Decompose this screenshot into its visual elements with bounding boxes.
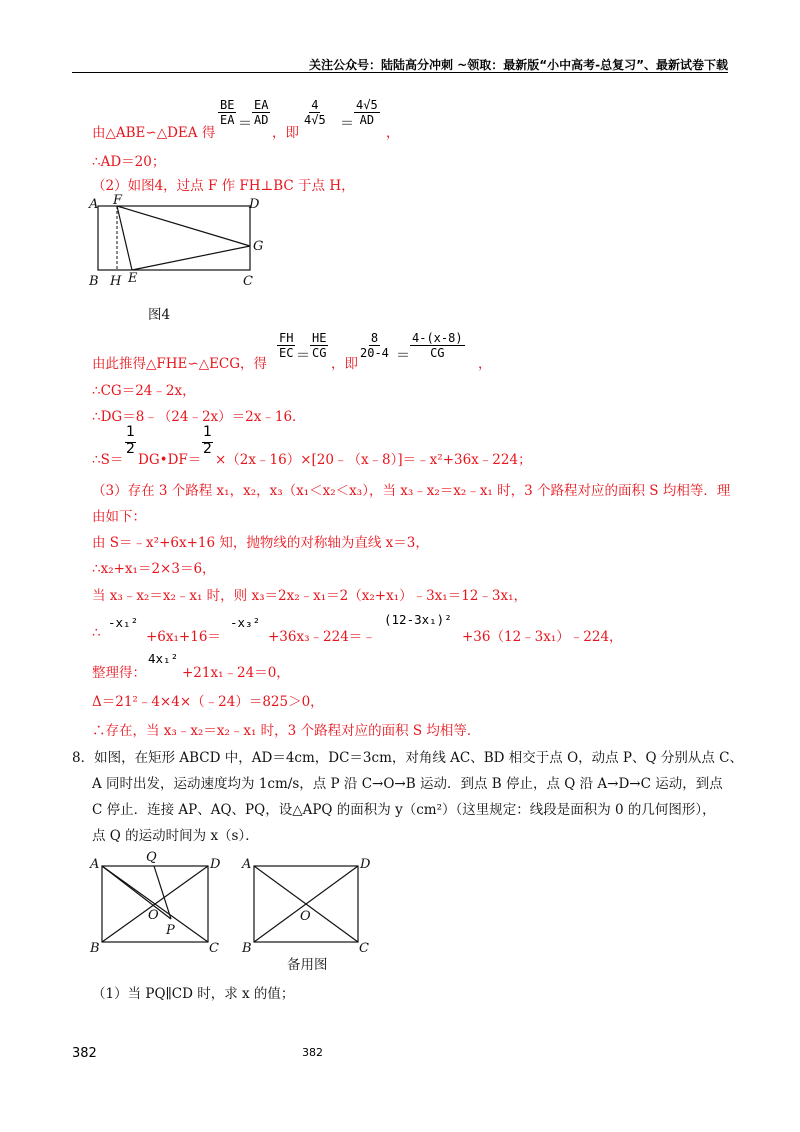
- point-label: D: [360, 857, 371, 872]
- solution-line-14a: 整理得：: [92, 665, 146, 681]
- fraction-8-20m4: [358, 331, 391, 360]
- page-number-center: 382: [302, 1046, 323, 1059]
- frac-den: CG: [430, 346, 445, 360]
- solution-line-1: [92, 121, 215, 141]
- fraction-fh-ec: [277, 331, 295, 360]
- equals-sign: ＝: [238, 116, 252, 132]
- fraction-4r5-ad: [354, 98, 380, 127]
- half-denominator: 2: [203, 441, 212, 457]
- point-label: F: [113, 193, 123, 208]
- frac-den: 20-4: [360, 346, 389, 360]
- frac-den: CG: [312, 346, 327, 360]
- fraction-4mx8-cg: [410, 331, 465, 360]
- point-label: A: [90, 857, 100, 872]
- problem-8-line-1: 8．如图，在矩形 ABCD 中，AD＝4cm，DC＝3cm，对角线 AC、BD 相交于点 O，动点 P、Q 分别从点 C、: [72, 750, 743, 766]
- point-label: O: [148, 908, 159, 923]
- solution-line-7c: ×（2x﹣16）×[20﹣（x﹣8）]＝﹣x²+36x﹣224；: [215, 452, 532, 468]
- text-comma: ，: [478, 356, 492, 372]
- half-numerator: 1: [203, 424, 212, 440]
- frac-den: EC: [279, 346, 294, 360]
- point-label: H: [110, 274, 122, 289]
- solution-line-11: ∴x₂+x₁＝2×3＝6，: [92, 561, 216, 577]
- point-label: A: [242, 857, 252, 872]
- half-numerator: 1: [126, 424, 135, 440]
- point-label: B: [242, 941, 252, 956]
- problem-8-line-3: C 停止．连接 AP、AQ、PQ，设△APQ 的面积为 y（cm²）（这里规定：线段是面积为 0 的几何图形），: [92, 802, 716, 818]
- header-divider: [72, 72, 728, 73]
- point-label: P: [166, 923, 175, 938]
- page-number-left: 382: [72, 1046, 97, 1061]
- frac-num: 8: [370, 331, 379, 345]
- problem-8-line-4: 点 Q 的运动时间为 x（s）．: [92, 828, 259, 844]
- frac-num: 4√5: [356, 98, 378, 112]
- frac-num: HE: [312, 331, 327, 345]
- solution-line-13b: +6x₁+16＝: [146, 629, 221, 645]
- figure-8-main-diagram: [88, 846, 233, 958]
- equals-sign: ＝: [340, 116, 354, 132]
- question-1: （1）当 PQ∥CD 时，求 x 的值；: [92, 986, 295, 1002]
- figure-4-diagram: [88, 192, 278, 292]
- frac-num: FH: [279, 331, 294, 345]
- text-comma: ，: [386, 125, 400, 141]
- point-label: C: [359, 941, 369, 956]
- page-header: 关注公众号：陆陆高分冲刺 ~领取：最新版“小中高考-总复习”、最新试卷下载: [309, 58, 728, 72]
- formula-4x1-sq: 4x₁²: [148, 651, 179, 666]
- point-label: O: [300, 909, 311, 924]
- solution-line-9: 由如下：: [92, 509, 146, 525]
- figure-8-spare-diagram: [238, 846, 383, 958]
- point-label: Q: [146, 850, 157, 865]
- solution-line-7a: ∴S＝: [92, 452, 124, 468]
- formula-12-3x1-sq: (12-3x₁)²: [384, 612, 452, 627]
- point-label: C: [243, 274, 253, 289]
- solution-line-13d: +36（12﹣3x₁）﹣224，: [462, 629, 623, 645]
- solution-line-5: ∴CG＝24﹣2x，: [92, 383, 196, 399]
- fraction-be-ea: [218, 98, 236, 127]
- text-ji: ，即: [272, 125, 299, 141]
- solution-line-8: （3）存在 3 个路程 x₁，x₂，x₃（x₁＜x₂＜x₃），当 x₃﹣x₂＝x₂﹣x₁ 时，3 个路程对应的面积 S 均相等．理: [92, 483, 731, 499]
- text-ji: ，即: [331, 356, 358, 372]
- fraction-4-4r5: [302, 98, 328, 127]
- problem-8-line-2: A 同时出发，运动速度均为 1cm/s，点 P 沿 C→O→B 运动．到点 B 停止，点 Q 沿 A→D→C 运动，到点: [92, 776, 723, 792]
- solution-line-13c: +36x₃﹣224＝﹣: [268, 629, 376, 645]
- solution-line-12: 当 x₃﹣x₂＝x₂﹣x₁ 时，则 x₃＝2x₂﹣x₁＝2（x₂+x₁）﹣3x₁＝12﹣3x₁，: [92, 588, 527, 604]
- point-label: E: [128, 271, 138, 286]
- point-label: D: [249, 197, 260, 212]
- frac-den: EA: [220, 113, 235, 127]
- figure-4-caption: 图4: [148, 307, 171, 323]
- text-similar-triangles: 由△ABE∽△DEA 得: [92, 125, 216, 141]
- solution-line-3: （2）如图4，过点 F 作 FH⊥BC 于点 H，: [92, 178, 355, 194]
- frac-den: AD: [254, 113, 269, 127]
- point-label: A: [89, 197, 99, 212]
- solution-line-15: Δ＝21²﹣4×4×（﹣24）＝825＞0，: [92, 694, 324, 710]
- frac-num: EA: [254, 98, 269, 112]
- solution-line-16: ∴存在，当 x₃﹣x₂＝x₂﹣x₁ 时，3 个路程对应的面积 S 均相等．: [92, 723, 481, 739]
- frac-num: 4-(x-8): [412, 331, 463, 345]
- solution-line-6: ∴DG＝8﹣（24﹣2x）＝2x﹣16．: [92, 409, 306, 425]
- spare-figure-caption: 备用图: [287, 957, 328, 973]
- equals-sign: ＝: [296, 348, 310, 364]
- solution-line-14b: +21x₁﹣24＝0，: [182, 665, 290, 681]
- fraction-he-cg: [310, 331, 328, 360]
- solution-line-10: 由 S＝﹣x²+6x+16 知，抛物线的对称轴为直线 x＝3，: [92, 535, 429, 551]
- solution-line-7b: DG•DF＝: [138, 452, 202, 468]
- solution-line-13a: ∴: [92, 625, 101, 641]
- frac-den: AD: [359, 113, 375, 127]
- point-label: D: [210, 857, 221, 872]
- point-label: G: [253, 239, 264, 254]
- half-denominator: 2: [126, 441, 135, 457]
- frac-num: 4: [311, 98, 319, 112]
- equals-sign: ＝: [396, 348, 410, 364]
- solution-line-4: 由此推得△FHE∽△ECG，得: [92, 356, 268, 372]
- solution-line-2: ∴AD＝20；: [92, 154, 166, 170]
- frac-num: BE: [220, 98, 235, 112]
- formula-neg-x1-sq: -x₁²: [108, 615, 139, 630]
- point-label: B: [90, 941, 100, 956]
- fraction-ea-ad: [252, 98, 270, 127]
- formula-neg-x3-sq: -x₃²: [230, 615, 261, 630]
- point-label: C: [209, 941, 219, 956]
- frac-den: 4√5: [304, 113, 326, 127]
- point-label: B: [89, 274, 99, 289]
